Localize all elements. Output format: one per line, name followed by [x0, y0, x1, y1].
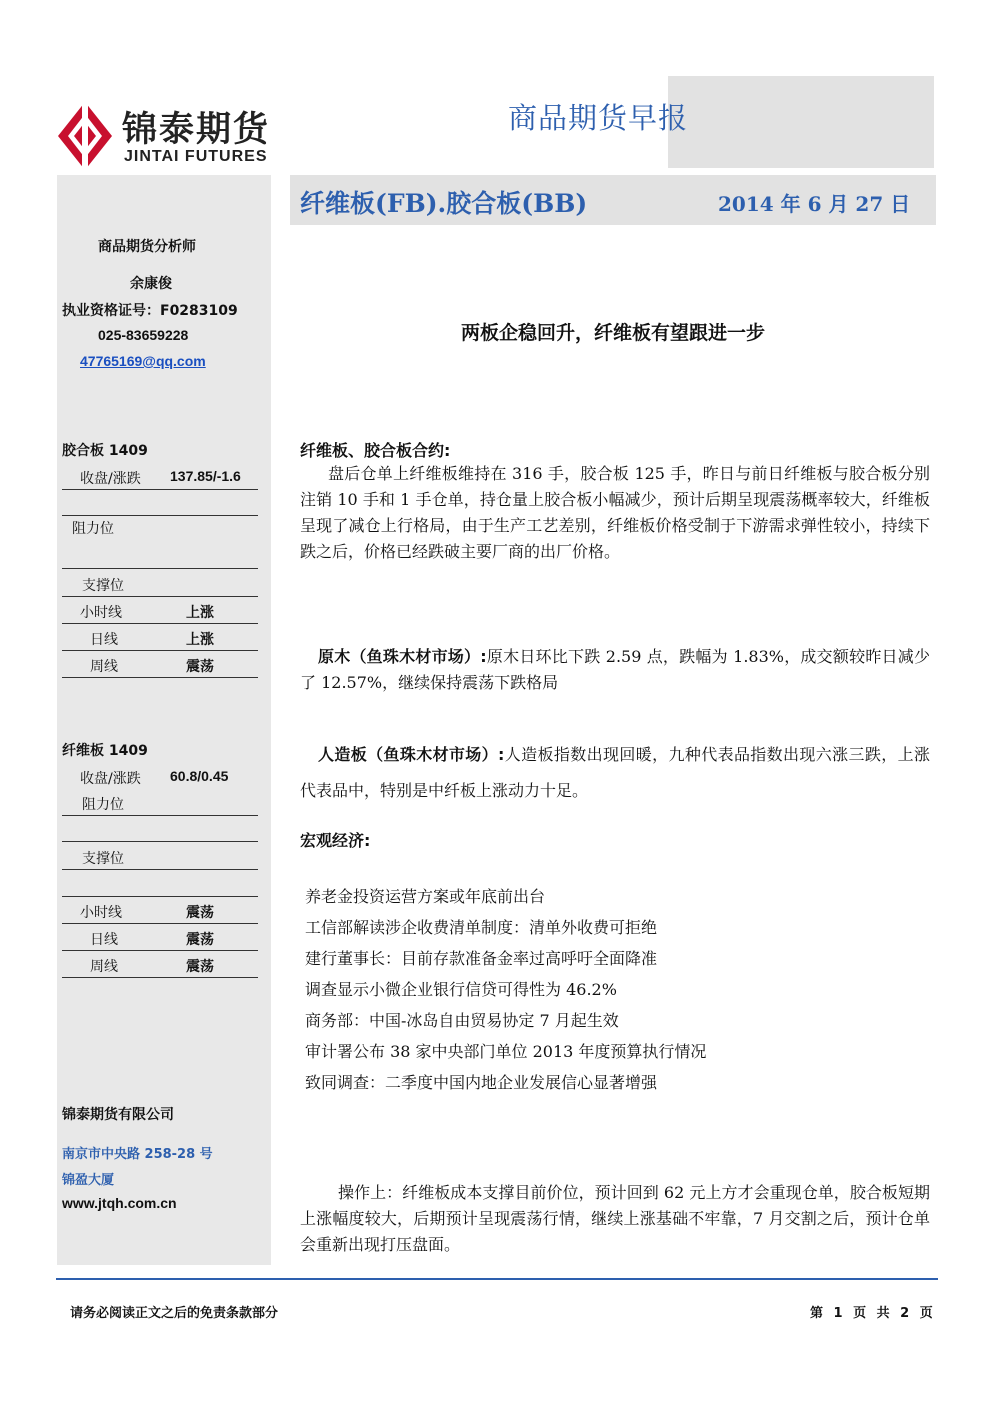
- report-date: 2014 年 6 月 27 日: [718, 192, 911, 216]
- report-type: 商品期货早报: [508, 101, 689, 135]
- contract2-weekly-row: [62, 951, 258, 978]
- section2-title: 原木（鱼珠木材市场）:: [318, 647, 487, 666]
- operation-advice: 操作上：纤维板成本支撑目前价位，预计回到 62 元上方才会重现仓单，胶合板短期上涨幅度较大，后期预计呈现震荡行情，继续上涨基础不牢靠，7 月交割之后，预计仓单会重新出现打压盘面。: [300, 1183, 930, 1254]
- hourly-value: 震荡: [186, 905, 214, 921]
- analyst-name: 余康俊: [130, 276, 172, 292]
- macro-item: 审计署公布 38 家中央部门单位 2013 年度预算执行情况: [305, 1042, 707, 1061]
- macro-item: 致同调查：二季度中国内地企业发展信心显著增强: [305, 1073, 658, 1092]
- close-label: 收盘/涨跌: [80, 771, 141, 787]
- macro-item: 调查显示小微企业银行信贷可得性为 46.2%: [305, 980, 617, 999]
- contract1-resistance-row: [62, 542, 258, 569]
- contract1-close-row: [62, 463, 258, 490]
- analyst-license: 执业资格证号：F0283109: [62, 303, 238, 319]
- macro-item: 养老金投资运营方案或年底前出台: [305, 887, 546, 906]
- close-value: 137.85/-1.6: [170, 468, 241, 484]
- company-address-line2: 锦盈大厦: [62, 1173, 115, 1188]
- hourly-value: 上涨: [186, 605, 214, 621]
- contract2-name: 纤维板 1409: [62, 743, 148, 759]
- daily-label: 日线: [90, 632, 118, 648]
- macro-item: 商务部：中国-冰岛自由贸易协定 7 月起生效: [305, 1011, 619, 1030]
- logo-chinese-name: 锦泰期货: [122, 110, 271, 150]
- company-name: 锦泰期货有限公司: [62, 1107, 174, 1123]
- contract2-support-row: [62, 843, 258, 870]
- headline: 两板企稳回升，纤维板有望跟进一步: [460, 322, 765, 344]
- support-label: 支撑位: [82, 851, 124, 867]
- contract2-daily-row: [62, 924, 258, 951]
- weekly-label: 周线: [90, 959, 118, 975]
- weekly-value: 震荡: [186, 959, 214, 975]
- resistance-label: 阻力位: [82, 797, 124, 813]
- company-logo: [56, 96, 276, 176]
- footer-divider: [56, 1278, 938, 1280]
- section1-title: 纤维板、胶合板合约:: [300, 441, 451, 460]
- support-label: 支撑位: [82, 578, 124, 594]
- contract1-daily-row: [62, 624, 258, 651]
- daily-label: 日线: [90, 932, 118, 948]
- section2-paragraph: [300, 644, 930, 696]
- contract2-hourly-row: [62, 897, 258, 924]
- section1-body: 盘后仓单上纤维板维持在 316 手，胶合板 125 手，昨日与前日纤维板与胶合板分别注销 10 手和 1 手仓单，持仓量上胶合板小幅减少，预计后期呈现震荡概率较大，纤维板呈现了减仓上行格局，由于生产工艺差别，纤维板价格受制于下游需求弹性较小，持续下跌之后，价格已经跌破主要厂商的出厂价格。: [300, 464, 930, 561]
- analyst-email-link[interactable]: 47765169@qq.com: [80, 353, 206, 369]
- section3-body: 人造板指数出现回暖，九种代表品指数出现六涨三跌，上涨代表品中，特别是中纤板上涨动力十足。: [300, 745, 930, 800]
- contract2-blank-row: [62, 815, 258, 842]
- contract1-blank-row: [62, 490, 258, 516]
- company-address-line1: 南京市中央路 258-28 号: [62, 1147, 213, 1162]
- contract1-weekly-row: [62, 651, 258, 678]
- hourly-label: 小时线: [80, 905, 122, 921]
- company-website-link[interactable]: www.jtqh.com.cn: [62, 1195, 177, 1211]
- contract2-blank-row-2: [62, 870, 258, 897]
- section3-paragraph: [300, 737, 930, 809]
- contract1-hourly-row: [62, 597, 258, 624]
- contract1-resistance-label: 阻力位: [72, 521, 114, 537]
- contract2-resistance-row: [62, 789, 258, 816]
- macro-item: 建行董事长：目前存款准备金率过高呼吁全面降准: [305, 949, 658, 968]
- weekly-label: 周线: [90, 659, 118, 675]
- page-number: 第 1 页 共 2 页: [810, 1306, 933, 1321]
- daily-value: 震荡: [186, 932, 214, 948]
- close-label: 收盘/涨跌: [80, 471, 141, 487]
- contract2-close-row: [62, 763, 258, 789]
- close-value: 60.8/0.45: [170, 768, 229, 784]
- section3-title: 人造板（鱼珠木材市场）:: [318, 745, 505, 764]
- jintai-logo-icon: [56, 100, 114, 172]
- macro-item: 工信部解读涉企收费清单制度：清单外收费可拒绝: [305, 918, 658, 937]
- hourly-label: 小时线: [80, 605, 122, 621]
- logo-english-name: JINTAI FUTURES: [124, 148, 268, 165]
- daily-value: 上涨: [186, 632, 214, 648]
- analyst-phone: 025-83659228: [98, 327, 189, 343]
- contract1-name: 胶合板 1409: [62, 443, 148, 459]
- weekly-value: 震荡: [186, 659, 214, 675]
- section2-body: 原木日环比下跌 2.59 点，跌幅为 1.83%，成交额较昨日减少了 12.57%，继续保持震荡下跌格局: [300, 647, 930, 692]
- macro-title: 宏观经济:: [300, 831, 371, 850]
- analyst-title: 商品期货分析师: [98, 239, 196, 255]
- report-title: 纤维板(FB).胶合板(BB): [300, 189, 588, 218]
- footer-disclaimer: 请务必阅读正文之后的免责条款部分: [70, 1306, 279, 1321]
- contract1-support-row: [62, 570, 258, 597]
- header-bar: [668, 76, 934, 168]
